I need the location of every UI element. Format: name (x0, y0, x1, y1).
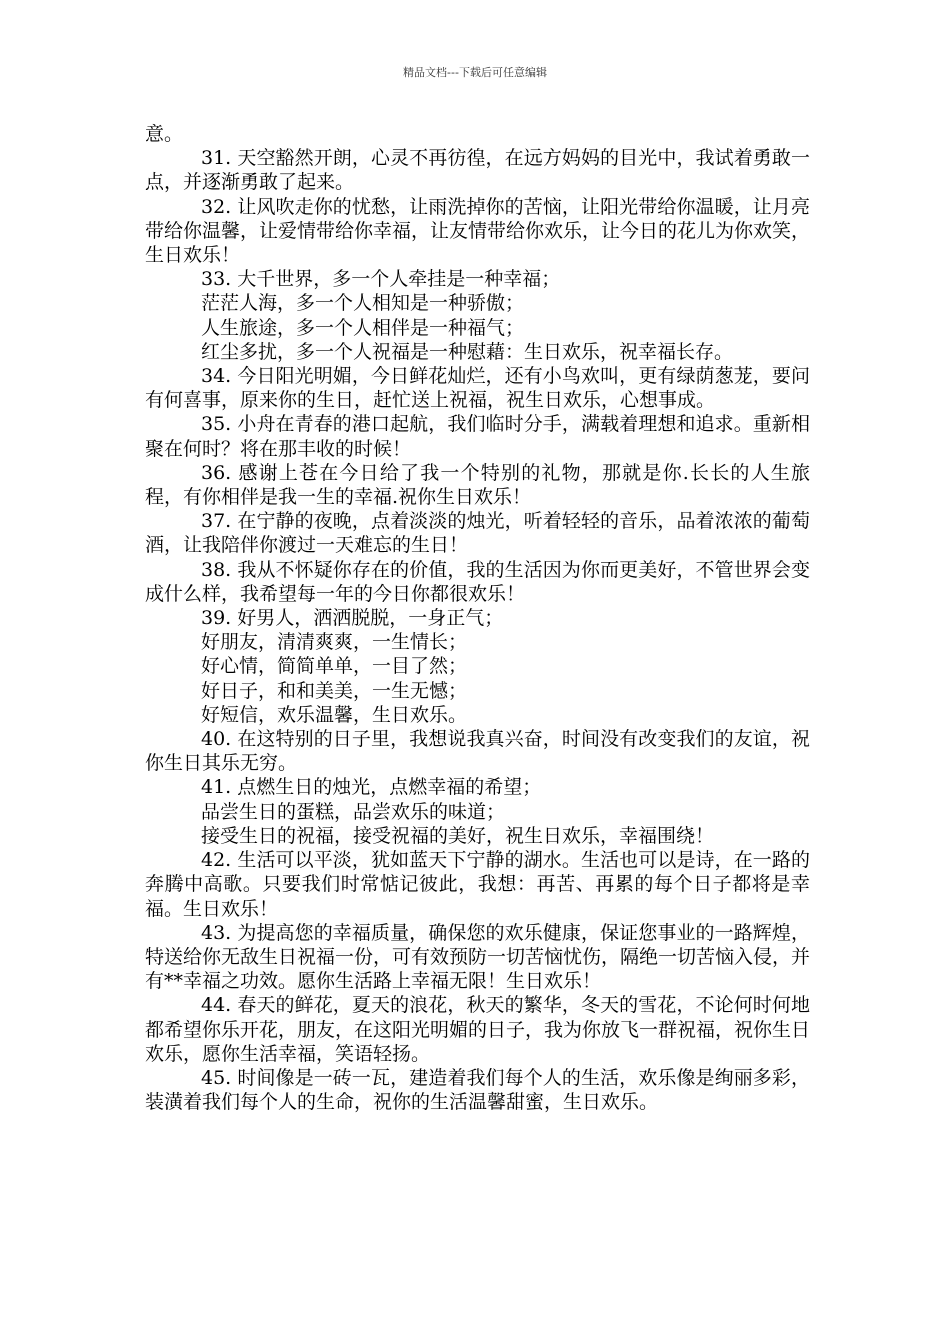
page-header: 精品文档---下载后可任意编辑 (403, 66, 547, 79)
paragraph: 44. 春天的鲜花，夏天的浪花，秋天的繁华，冬天的雪花，不论何时何地都希望你乐开花，朋友，在这阳光明媚的日子，我为你放飞一群祝福，祝你生日欢乐，愿你生活幸福，笑语轻扬。 (145, 994, 811, 1065)
paragraph: 32. 让风吹走你的忧愁，让雨洗掉你的苦恼，让阳光带给你温暖，让月亮带给你温馨，让爱情带给你幸福，让友情带给你欢乐，让今日的花儿为你欢笑，生日欢乐！ (145, 195, 811, 267)
paragraph: 好朋友，清清爽爽，一生情长； (201, 631, 468, 654)
paragraph: 34. 今日阳光明媚，今日鲜花灿烂，还有小鸟欢叫，更有绿荫葱茏，要问有何喜事，原来你的生日，赶忙送上祝福，祝生日欢乐，心想事成。 (145, 365, 810, 412)
paragraph: 42. 生活可以平淡，犹如蓝天下宁静的湖水。生活也可以是诗，在一路的奔腾中高歌。只要我们时常惦记彼此，我想：再苦、再累的每个日子都将是幸福。生日欢乐！ (145, 849, 810, 920)
paragraph: 41. 点燃生日的烛光，点燃幸福的希望； (201, 776, 542, 799)
paragraph: 38. 我从不怀疑你存在的价值，我的生活因为你而更美好，不管世界会变成什么样，我希望每一年的今日你都很欢乐！ (145, 558, 810, 605)
paragraph: 人生旅途，多一个人相伴是一种福气； (201, 316, 525, 339)
document-body (145, 122, 810, 1114)
paragraph: 40. 在这特别的日子里，我想说我真兴奋，时间没有改变我们的友谊，祝你生日其乐无穷。 (145, 728, 810, 775)
paragraph: 36. 感谢上苍在今日给了我一个特别的礼物，那就是你.长长的人生旅程，有你相伴是我一生的幸福.祝你生日欢乐！ (145, 461, 810, 509)
paragraph: 39. 好男人，洒洒脱脱，一身正气； (201, 607, 504, 630)
paragraph: 31. 天空豁然开朗，心灵不再彷徨，在远方妈妈的目光中，我试着勇敢一点，并逐渐勇敢了起来。 (145, 147, 810, 194)
paragraph: 好短信，欢乐温馨，生日欢乐。 (201, 703, 468, 726)
paragraph: 35. 小舟在青春的港口起航，我们临时分手，满载着理想和追求。重新相聚在何时？将在那丰收的时候！ (145, 413, 810, 460)
paragraph: 接受生日的祝福，接受祝福的美好，祝生日欢乐，幸福围绕！ (201, 824, 715, 847)
paragraph: 33. 大千世界，多一个人牵挂是一种幸福； (201, 268, 561, 291)
paragraph: 43. 为提高您的幸福质量，确保您的欢乐健康，保证您事业的一路辉煌，特送给你无敌生日祝福一份，可有效预防一切苦恼忧伤，隔绝一切苦恼入侵，并有**幸福之功效。愿你生活路上幸福无限！生日欢乐！ (145, 921, 811, 993)
paragraph: 茫茫人海，多一个人相知是一种骄傲； (201, 292, 525, 315)
paragraph: 好日子，和和美美，一生无憾； (201, 679, 468, 702)
paragraph: 红尘多扰，多一个人祝福是一种慰藉：生日欢乐，祝幸福长存。 (201, 340, 734, 363)
paragraph: 品尝生日的蛋糕，品尝欢乐的味道； (201, 800, 506, 823)
paragraph: 45. 时间像是一砖一瓦，建造着我们每个人的生活，欢乐像是绚丽多彩，装潢着我们每个人的生命，祝你的生活温馨甜蜜，生日欢乐。 (145, 1066, 810, 1114)
paragraph: 好心情，简简单单，一目了然； (201, 655, 468, 678)
paragraph: 37. 在宁静的夜晚，点着淡淡的烛光，听着轻轻的音乐，品着浓浓的葡萄酒，让我陪伴你渡过一天难忘的生日！ (145, 510, 810, 557)
paragraph: 意。 (145, 123, 184, 145)
